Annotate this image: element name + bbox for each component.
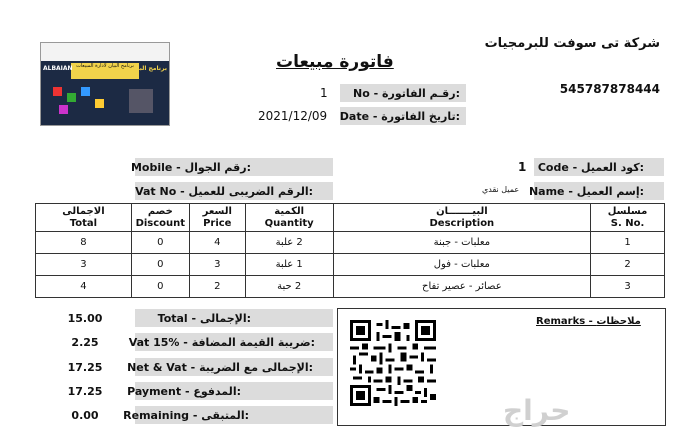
customer-name: عميل نقدي (482, 185, 520, 194)
row-price: 2 (189, 276, 245, 298)
invoice-number-label: No - رقـم الفاتورة: (353, 87, 460, 100)
row-description: معلبات - فول (333, 254, 590, 276)
header-description: البيـــــــان Description (333, 204, 590, 232)
company-logo (40, 42, 170, 126)
net-vat-label: Net & Vat - الإجمالى مع الضريبة: (127, 361, 313, 374)
logo-square-icon (53, 87, 62, 96)
table-row (36, 276, 665, 298)
invoice-title: فاتورة مبيعات (276, 52, 394, 72)
header-serial: مسلسل S. No. (591, 204, 665, 232)
watermark: حراج (503, 394, 571, 427)
logo-square-icon (81, 87, 90, 96)
row-serial: 1 (591, 232, 665, 254)
net-vat-value: 17.25 (67, 361, 103, 374)
remaining-label-box (123, 406, 333, 424)
company-phone: 545787878444 (559, 82, 660, 96)
total-label: Total - الإجمالى: (157, 312, 251, 325)
remarks-title: Remarks - ملاحظات (536, 316, 641, 327)
total-label-box (135, 309, 333, 327)
mobile-label: Mobile - رقم الجوال: (130, 161, 251, 174)
row-discount: 0 (131, 276, 189, 298)
row-discount: 0 (131, 232, 189, 254)
items-header-row (36, 204, 665, 232)
row-description: عصائر - عصير تفاح (333, 276, 590, 298)
remaining-label: Remaining - المتبقى: (123, 409, 249, 422)
items-table (35, 203, 665, 298)
invoice-number: 1 (320, 86, 328, 100)
customer-name-label-box (528, 182, 664, 200)
logo-square-icon (59, 105, 68, 114)
customer-code-label: Code - كود العميل: (537, 161, 644, 174)
row-price: 4 (189, 232, 245, 254)
header-price: السعر Price (189, 204, 245, 232)
logo-brand-left: ALBAIAN (43, 65, 73, 72)
vat-value: 2.25 (71, 336, 99, 349)
mobile-label-box (130, 158, 333, 176)
logo-globe-icon (129, 89, 153, 113)
invoice-date-label-box (340, 107, 466, 125)
remaining-value: 0.00 (71, 409, 99, 422)
table-row (36, 232, 665, 254)
row-total: 4 (36, 276, 132, 298)
payment-label-box (127, 382, 333, 400)
net-vat-label-box (127, 358, 333, 376)
invoice-number-label-box (340, 84, 466, 102)
payment-value: 17.25 (67, 385, 103, 398)
company-name: شركة تى سوفت للبرمجيات (484, 36, 660, 51)
vat-label-box (128, 333, 333, 351)
row-quantity: 2 حبة (245, 276, 333, 298)
header-discount: خصم Discount (131, 204, 189, 232)
customer-code-label-box (534, 158, 664, 176)
header-total: الاجمالى Total (36, 204, 132, 232)
vat-label: Vat 15% - ضريبة القيمة المضافة: (128, 336, 315, 349)
row-discount: 0 (131, 254, 189, 276)
logo-top-bar (41, 43, 169, 61)
row-quantity: 1 علبة (245, 254, 333, 276)
row-total: 8 (36, 232, 132, 254)
customer-name-label: Name - إسم العميل: (528, 185, 644, 198)
table-row (36, 254, 665, 276)
vat-number-label-box (135, 182, 333, 200)
logo-banner: برنامج البيان لادارة المبيعات (71, 63, 139, 79)
invoice-date-label: Date - تاريخ الفاتورة: (339, 110, 460, 123)
customer-code: 1 (518, 160, 527, 174)
invoice-date: 2021/12/09 (258, 109, 328, 123)
logo-square-icon (95, 99, 104, 108)
payment-label: Payment - المدفوع: (127, 385, 241, 398)
qr-code-icon (350, 320, 436, 406)
header-quantity: الكمية Quantity (245, 204, 333, 232)
total-value: 15.00 (67, 312, 103, 325)
row-serial: 3 (591, 276, 665, 298)
row-quantity: 2 علبة (245, 232, 333, 254)
row-price: 3 (189, 254, 245, 276)
logo-brand-right: برنامج البيان (129, 65, 167, 72)
vat-number-label: Vat No - الرقم الضريبى للعميل: (135, 185, 313, 198)
row-serial: 2 (591, 254, 665, 276)
logo-square-icon (67, 93, 76, 102)
row-description: معلبات - جبنة (333, 232, 590, 254)
row-total: 3 (36, 254, 132, 276)
